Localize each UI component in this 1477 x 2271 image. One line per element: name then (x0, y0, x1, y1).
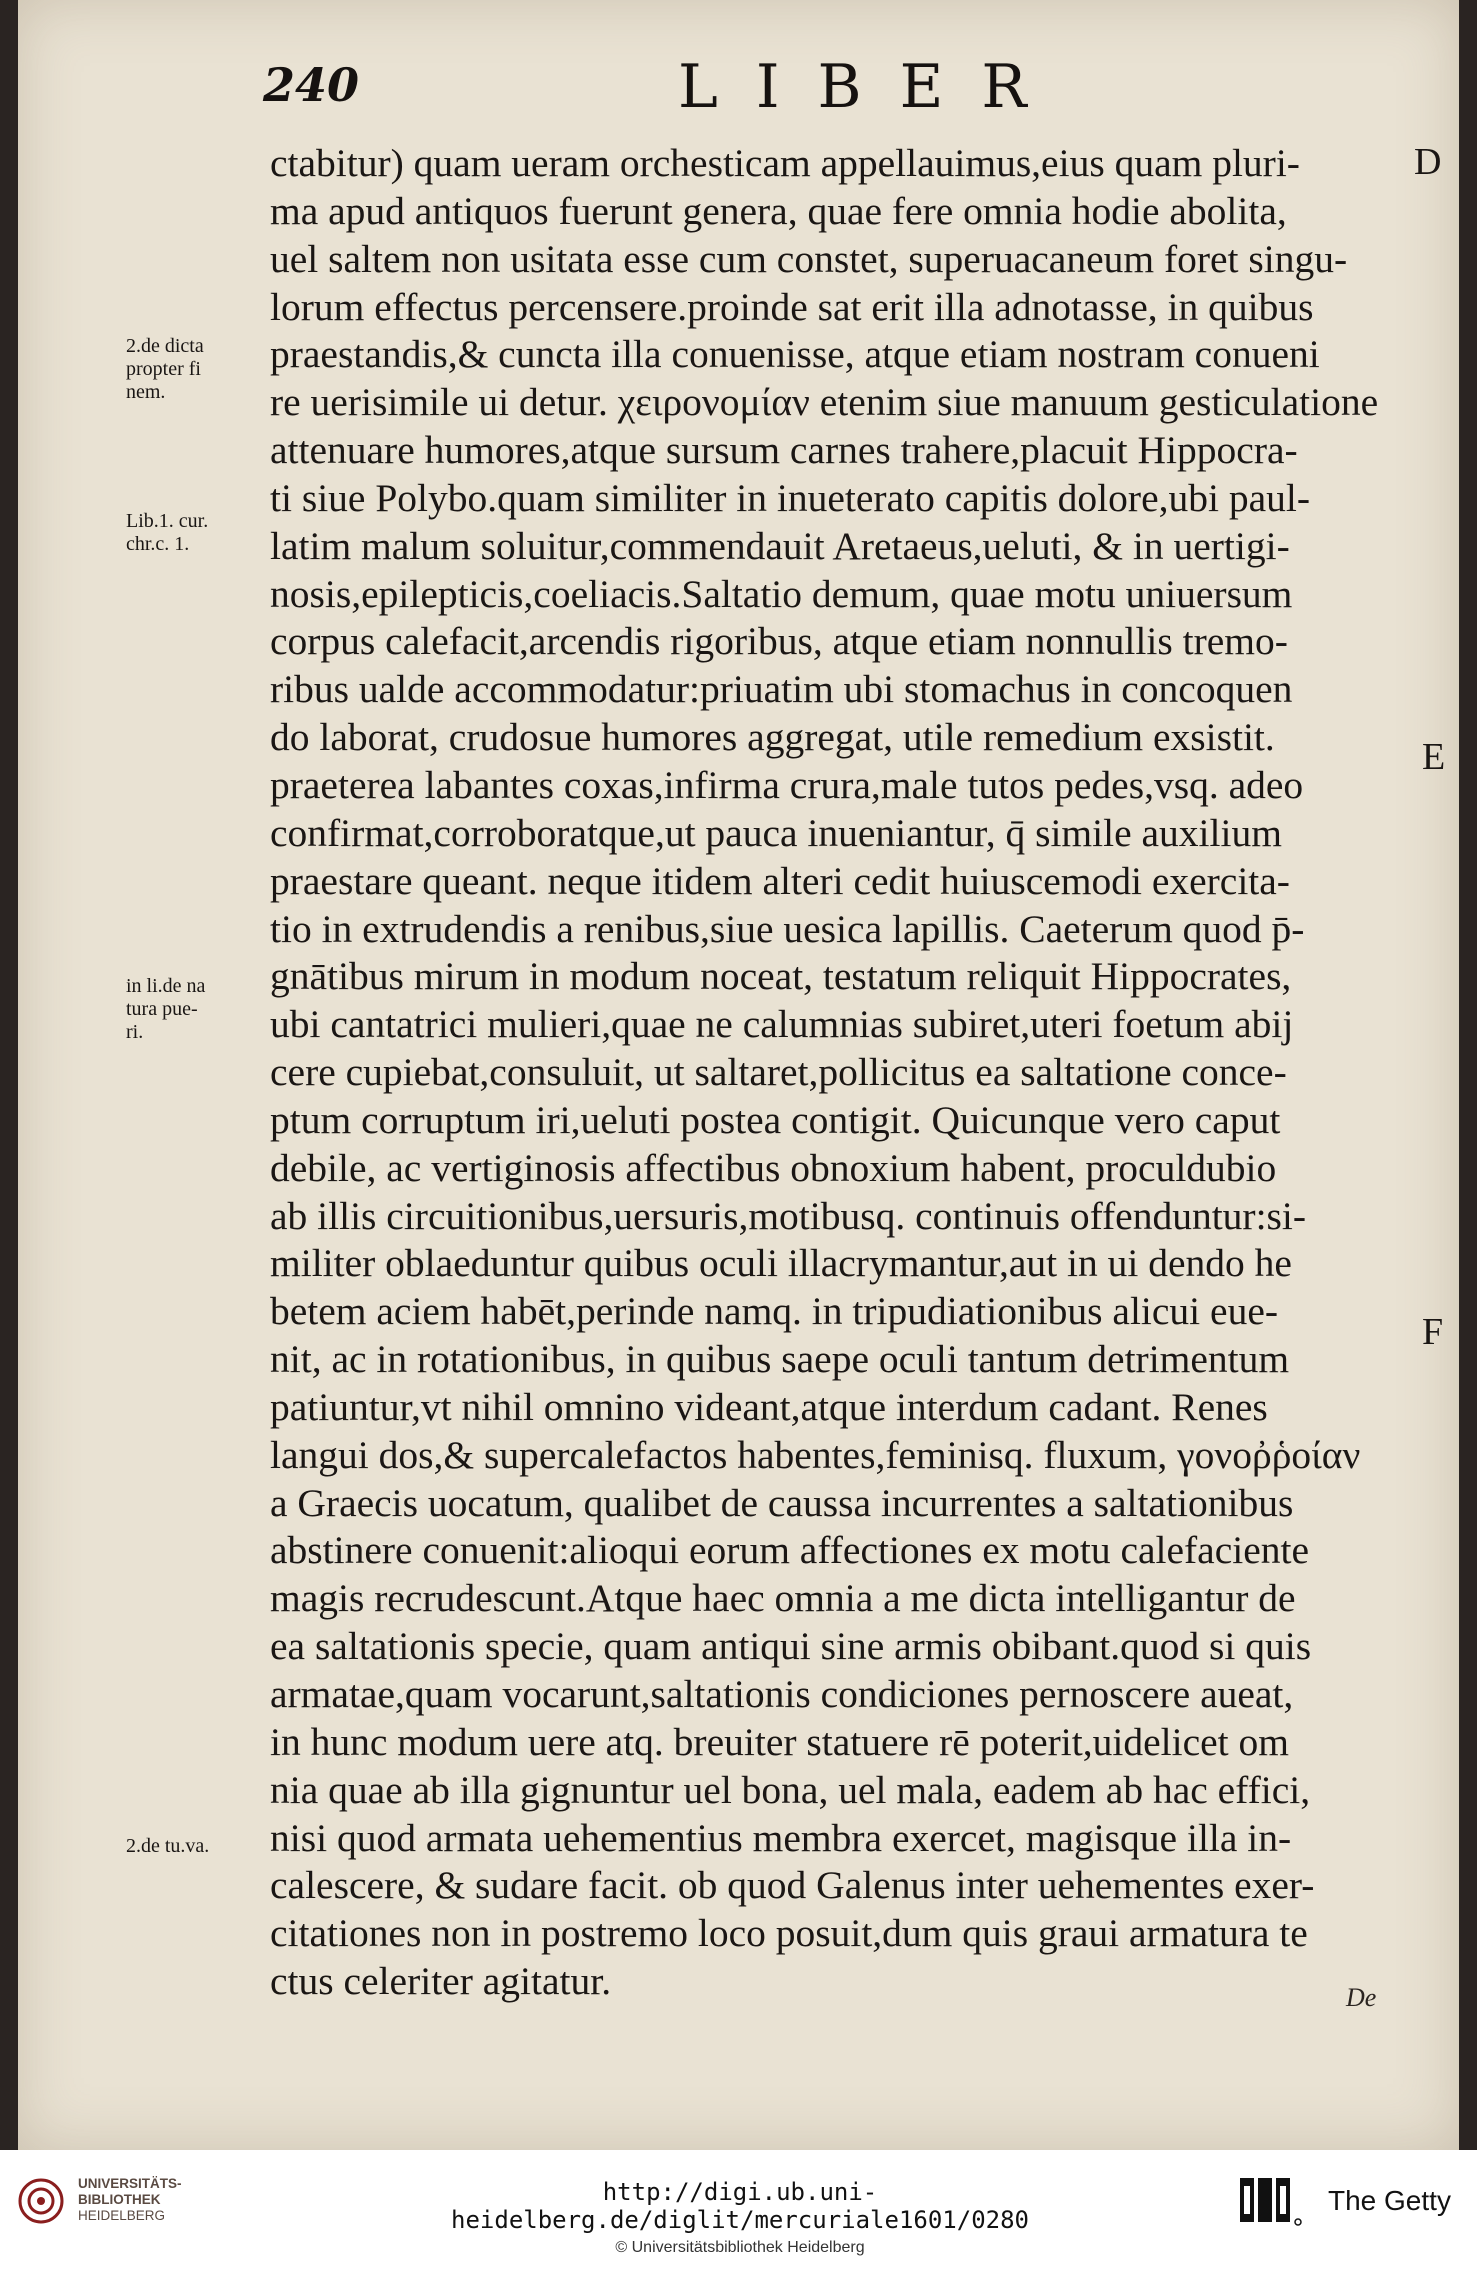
text-line: ctabitur) quam ueram orchesticam appellauimus,eius quam pluri- (270, 141, 1300, 185)
text-line: magis recrudescunt.Atque haec omnia a me dicta intelligantur de (270, 1576, 1296, 1621)
text-line: praestandis,& cuncta illa conuenisse, atque etiam nostram conueni (270, 332, 1320, 377)
text-line: citationes non in postremo loco posuit,dum quis graui armatura te (270, 1911, 1308, 1956)
text-line: ti siue Polybo.quam similiter in inueterato capitis dolore,ubi paul- (270, 475, 1310, 520)
section-letter: F (1422, 1311, 1444, 1353)
text-line: abstinere conuenit:alioqui eorum affectiones ex motu calefaciente (270, 1528, 1309, 1573)
text-line: do laborat, crudosue humores aggregat, utile remedium exsistit. (270, 715, 1275, 760)
text-line: ab illis circuitionibus,uersuris,motibusq. continuis offenduntur:si- (270, 1193, 1307, 1238)
text-line: calescere, & sudare facit. ob quod Galenus inter uehementes exer- (270, 1863, 1315, 1908)
text-line: praestare queant. neque itidem alteri cedit huiuscemodi exercita- (270, 858, 1290, 903)
text-line: ea saltationis specie, quam antiqui sine armis obibant.quod si quis (270, 1624, 1312, 1669)
margin-note: Lib.1. cur. chr.c. 1. (126, 510, 209, 555)
margin-note: 2.de tu.va. (126, 1835, 210, 1857)
page-number: 240 (263, 58, 360, 112)
text-line: ptum corruptum iri,ueluti postea contigit. Quicunque vero caput (270, 1097, 1281, 1142)
text-line: in hunc modum uere atq. breuiter statuere rē poterit,uidelicet om (270, 1719, 1289, 1764)
library-name: UNIVERSITÄTS- BIBLIOTHEK HEIDELBERG (78, 2176, 182, 2223)
main-text (270, 140, 1430, 2006)
permalink[interactable]: http://digi.ub.uni-heidelberg.de/diglit/mercuriale1601/0280 (451, 2178, 1029, 2234)
text-line: betem aciem habēt,perinde namq. in tripudiationibus alicui eue- (270, 1289, 1279, 1334)
section-letter: D (1414, 141, 1442, 183)
text-line: patiuntur,vt nihil omnino videant,atque interdum cadant. Renes (270, 1384, 1268, 1429)
text-line: cere cupiebat,consuluit, ut saltaret,pollicitus ea saltatione conce- (270, 1050, 1287, 1095)
text-line: confirmat,corroboratque,ut pauca inueniantur, q̄ simile auxilium (270, 810, 1282, 855)
text-line: ctus celeriter agitatur. (270, 1959, 612, 2004)
catchword: De (1346, 1983, 1377, 2012)
text-line: ubi cantatrici mulieri,quae ne calumnias subiret,uteri foetum abij (270, 1002, 1294, 1047)
text-line: a Graecis uocatum, qualibet de caussa incurrentes a saltationibus (270, 1480, 1294, 1525)
viewer-footer (0, 2150, 1477, 2271)
text-line: latim malum soluitur,commendauit Aretaeus,ueluti, & in uertigi- (270, 523, 1290, 568)
book-page (18, 0, 1459, 2150)
text-line: praeterea labantes coxas,infirma crura,male tutos pedes,vsq. adeo (270, 762, 1304, 807)
getty-logo-icon[interactable] (1240, 2172, 1310, 2236)
sponsor-name: The Getty (1328, 2185, 1451, 2216)
text-line: nit, ac in rotationibus, in quibus saepe oculi tantum detrimentum (270, 1337, 1290, 1382)
section-letter: E (1422, 736, 1446, 778)
text-line: uel saltem non usitata esse cum constet, superuacaneum foret singu- (270, 236, 1348, 281)
text-line: lorum effectus percensere.proinde sat erit illa adnotasse, in quibus (270, 284, 1314, 329)
text-line: ribus ualde accommodatur:priuatim ubi stomachus in concoquen (270, 667, 1293, 712)
library-logo[interactable] (18, 2176, 218, 2246)
copyright-notice: © Universitätsbibliothek Heidelberg (615, 2239, 865, 2256)
library-seal-icon (18, 2178, 64, 2224)
margin-note: 2.de dicta propter fi nem. (126, 335, 204, 403)
text-line: nosis,epilepticis,coeliacis.Saltatio demum, quae motu uniuersum (270, 571, 1293, 616)
text-line: attenuare humores,atque sursum carnes trahere,placuit Hippocra- (270, 428, 1298, 473)
text-line: nia quae ab illa gignuntur uel bona, uel mala, eadem ab hac effici, (270, 1767, 1311, 1812)
text-line: corpus calefacit,arcendis rigoribus, atque etiam nonnullis tremo- (270, 619, 1288, 664)
text-line: debile, ac vertiginosis affectibus obnoxium habent, proculdubio (270, 1145, 1277, 1190)
text-line: nisi quod armata uehementius membra exercet, magisque illa in- (270, 1815, 1292, 1860)
text-line: gnātibus mirum in modum noceat, testatum reliquit Hippocrates, (270, 954, 1292, 999)
text-line: tio in extrudendis a renibus,siue uesica lapillis. Caeterum quod p̄- (270, 906, 1305, 951)
text-line: langui dos,& supercalefactos habentes,feminisq. fluxum, γονοῤῥοίαν (270, 1432, 1361, 1477)
text-line: armatae,quam vocarunt,saltationis condiciones pernoscere aueat, (270, 1672, 1294, 1716)
text-line: re uerisimile ui detur. χειρονομίαν etenim siue manuum gesticulatione (270, 380, 1379, 425)
text-line: militer oblaeduntur quibus oculi illacrymantur,aut in ui dendo he (270, 1241, 1292, 1286)
margin-note: in li.de na tura pue- ri. (126, 975, 206, 1043)
text-line: ma apud antiquos fuerunt genera, quae fere omnia hodie abolita, (270, 188, 1287, 233)
running-title: LIBER (678, 52, 1065, 122)
